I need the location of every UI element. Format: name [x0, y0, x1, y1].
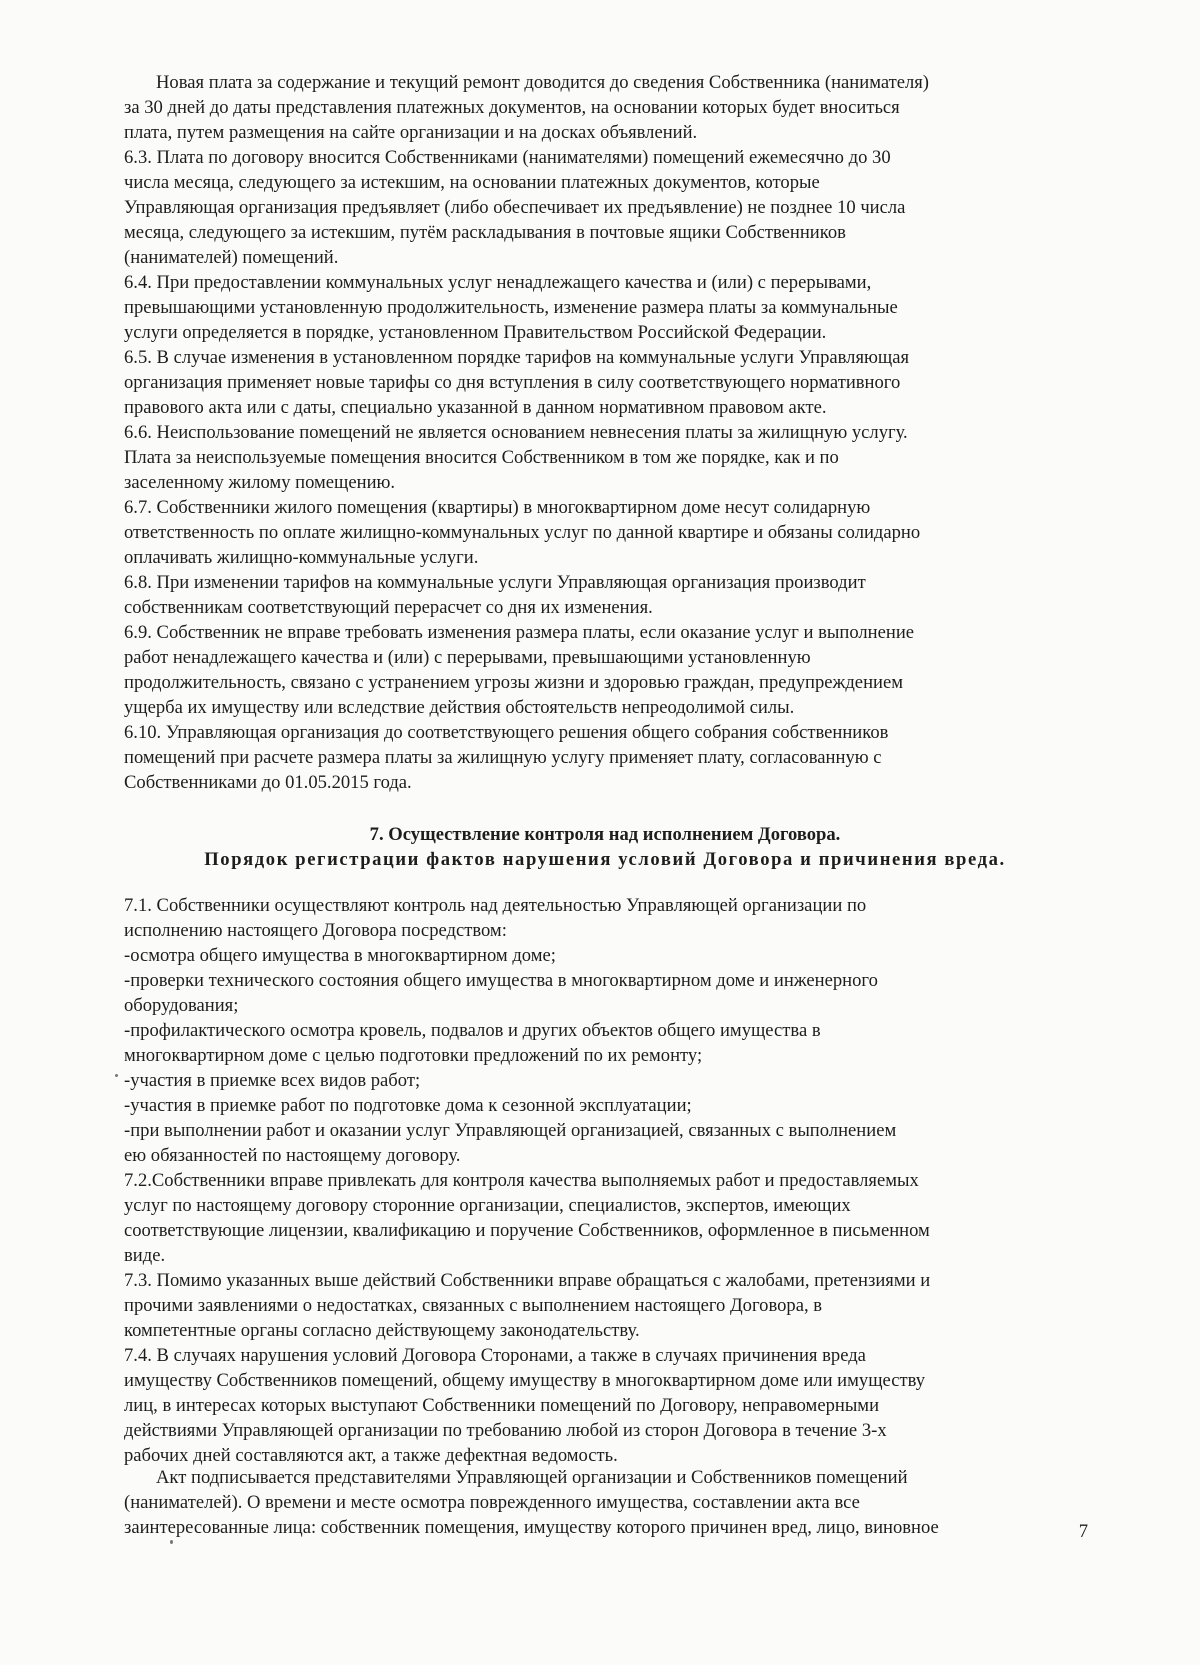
scan-speck	[170, 1540, 173, 1544]
text-line: -участия в приемке работ по подготовке дома к сезонной эксплуатации;	[124, 1095, 692, 1116]
text-line: Акт подписывается представителями Управляющей организации и Собственников помещений	[156, 1467, 908, 1488]
text-line: ответственность по оплате жилищно-коммунальных услуг по данной квартире и обязаны солидарно	[124, 522, 921, 543]
text-line: 6.4. При предоставлении коммунальных услуг ненадлежащего качества и (или) с перерывами,	[124, 272, 872, 293]
text-line: -проверки технического состояния общего имущества в многоквартирном доме и инженерного	[124, 970, 878, 991]
text-line: 7.2.Собственники вправе привлекать для контроля качества выполняемых работ и предоставляемых	[124, 1170, 919, 1191]
text-line: исполнению настоящего Договора посредством:	[124, 920, 507, 941]
text-line: 6.7. Собственники жилого помещения (квартиры) в многоквартирном доме несут солидарную	[124, 497, 871, 518]
text-line: рабочих дней составляются акт, а также дефектная ведомость.	[124, 1445, 618, 1466]
text-line: -при выполнении работ и оказании услуг Управляющей организацией, связанных с выполнением	[124, 1120, 897, 1141]
text-line: продолжительность, связано с устранением угрозы жизни и здоровью граждан, предупреждением	[124, 672, 903, 693]
text-line: Новая плата за содержание и текущий ремонт доводится до сведения Собственника (нанимателя)	[156, 72, 930, 93]
section-6-text	[124, 70, 1086, 795]
text-line: 6.9. Собственник не вправе требовать изменения размера платы, если оказание услуг и выполнение	[124, 622, 915, 643]
text-line: Плата за неиспользуемые помещения вносится Собственником в том же порядке, как и по	[124, 447, 839, 468]
page-number: 7	[1078, 1521, 1088, 1542]
text-line: организация применяет новые тарифы со дня вступления в силу соответствующего нормативного	[124, 372, 901, 393]
text-line: плата, путем размещения на сайте организации и на досках объявлений.	[124, 122, 698, 143]
text-line: услуги определяется в порядке, установленном Правительством Российской Федерации.	[124, 322, 827, 343]
text-line: оплачивать жилищно-коммунальные услуги.	[124, 547, 479, 568]
scan-speck	[115, 1074, 118, 1077]
section-7-heading	[124, 822, 1086, 872]
text-line: 6.6. Неиспользование помещений не является основанием невнесения платы за жилищную услугу.	[124, 422, 908, 443]
section-7-text	[124, 893, 1086, 1468]
text-line: действиями Управляющей организации по требованию любой из сторон Договора в течение 3-х	[124, 1420, 887, 1441]
act-paragraph	[124, 1465, 1086, 1540]
section-7-subtitle: Порядок регистрации фактов нарушения условий Договора и причинения вреда.	[204, 849, 1006, 870]
text-line: ущерба их имуществу или вследствие действия обстоятельств непреодолимой силы.	[124, 697, 795, 718]
text-line: 7.4. В случаях нарушения условий Договора Сторонами, а также в случаях причинения вреда	[124, 1345, 866, 1366]
text-line: правового акта или с даты, специально указанной в данном нормативном правовом акте.	[124, 397, 827, 418]
text-line: 6.5. В случае изменения в установленном порядке тарифов на коммунальные услуги Управляющая	[124, 347, 910, 368]
text-line: Управляющая организация предъявляет (либо обеспечивает их предъявление) не позднее 10 числа	[124, 197, 906, 218]
text-line: прочими заявлениями о недостатках, связанных с выполнением настоящего Договора, в	[124, 1295, 823, 1316]
text-line: собственникам соответствующий перерасчет со дня их изменения.	[124, 597, 653, 618]
text-line: многоквартирном доме с целью подготовки предложений по их ремонту;	[124, 1045, 703, 1066]
text-line: лиц, в интересах которых выступают Собственники помещений по Договору, неправомерными	[124, 1395, 880, 1416]
text-line: -участия в приемке всех видов работ;	[124, 1070, 421, 1091]
text-line: месяца, следующего за истекшим, путём раскладывания в почтовые ящики Собственников	[124, 222, 846, 243]
text-line: 7.1. Собственники осуществляют контроль над деятельностью Управляющей организации по	[124, 895, 867, 916]
text-line: -профилактического осмотра кровель, подвалов и других объектов общего имущества в	[124, 1020, 821, 1041]
text-line: 7.3. Помимо указанных выше действий Собственники вправе обращаться с жалобами, претензиями и	[124, 1270, 931, 1291]
text-line: имуществу Собственников помещений, общему имуществу в многоквартирном доме или имуществу	[124, 1370, 926, 1391]
text-line: услуг по настоящему договору сторонние организации, специалистов, экспертов, имеющих	[124, 1195, 851, 1216]
text-line: -осмотра общего имущества в многоквартирном доме;	[124, 945, 556, 966]
text-line: виде.	[124, 1245, 166, 1266]
text-line: превышающими установленную продолжительность, изменение размера платы за коммунальные	[124, 297, 898, 318]
text-line: 6.8. При изменении тарифов на коммунальные услуги Управляющая организация производит	[124, 572, 866, 593]
text-line: (нанимателей) помещений.	[124, 247, 339, 268]
text-line: (нанимателей). О времени и месте осмотра поврежденного имущества, составлении акта все	[124, 1492, 860, 1513]
text-line: заселенному жилому помещению.	[124, 472, 396, 493]
text-line: работ ненадлежащего качества и (или) с перерывами, превышающими установленную	[124, 647, 811, 668]
text-line: числа месяца, следующего за истекшим, на основании платежных документов, которые	[124, 172, 820, 193]
text-line: помещений при расчете размера платы за жилищную услугу применяет плату, согласованную с	[124, 747, 882, 768]
section-7-title: 7. Осуществление контроля над исполнением Договора.	[369, 824, 841, 845]
text-line: 6.3. Плата по договору вносится Собственниками (нанимателями) помещений ежемесячно до 30	[124, 147, 891, 168]
text-line: соответствующие лицензии, квалификацию и поручение Собственников, оформленное в письменном	[124, 1220, 930, 1241]
text-line: 6.10. Управляющая организация до соответствующего решения общего собрания собственников	[124, 722, 889, 743]
text-line: компетентные органы согласно действующему законодательству.	[124, 1320, 640, 1341]
text-line: за 30 дней до даты представления платежных документов, на основании которых будет вноситься	[124, 97, 900, 118]
text-line: оборудования;	[124, 995, 239, 1016]
text-line: заинтересованные лица: собственник помещения, имуществу которого причинен вред, лицо, виновное	[124, 1517, 939, 1538]
text-line: Собственниками до 01.05.2015 года.	[124, 772, 412, 793]
text-line: ею обязанностей по настоящему договору.	[124, 1145, 461, 1166]
